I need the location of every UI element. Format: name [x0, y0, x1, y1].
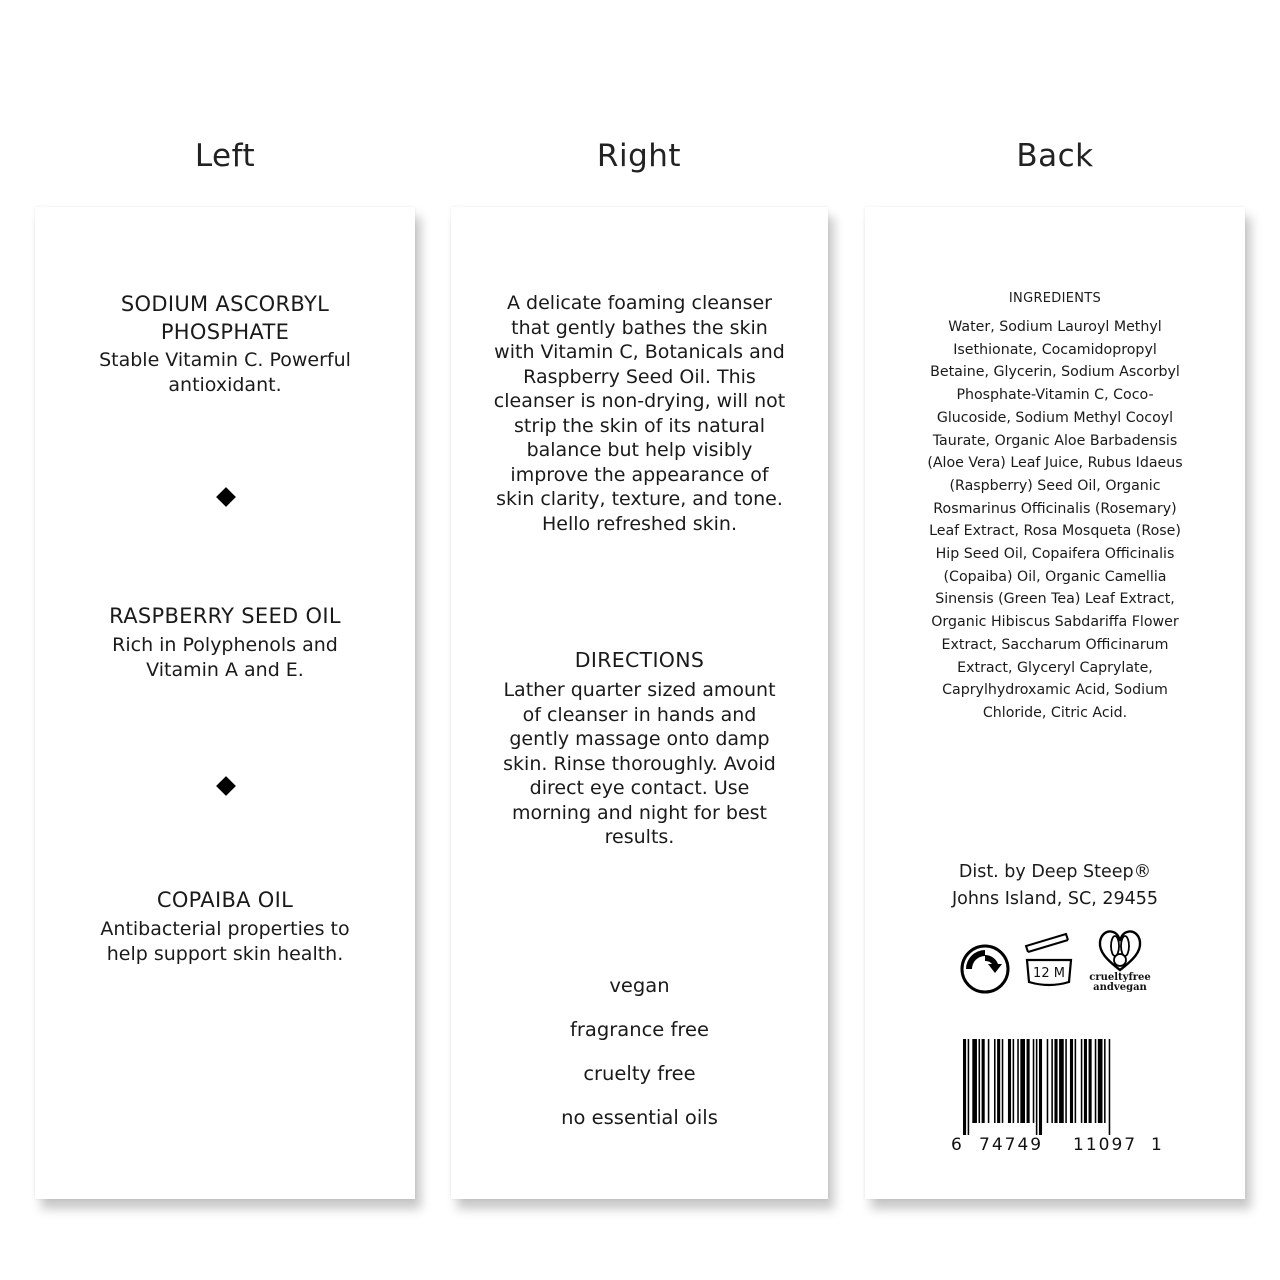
barcode-bar: [1013, 1039, 1015, 1123]
barcode-bar: [1002, 1039, 1004, 1123]
distributor-address: Johns Island, SC, 29455: [951, 889, 1159, 909]
barcode-bar: [982, 1039, 985, 1123]
right-panel-title: Right: [596, 138, 682, 174]
product-description: A delicate foaming cleanser that gently bathes the skin with Vitamin C, Botanicals and Raspberry Seed Oil. This cleanser is non-drying, will not strip the skin of its natural balance but help visibly improve the appearance of skin clarity, texture, and tone. Hello refreshed skin.: [493, 292, 786, 535]
barcode-bar: [1104, 1039, 1106, 1123]
left-panel: [35, 207, 415, 1199]
back-panel: [865, 207, 1245, 1199]
barcode-bar: [972, 1039, 977, 1123]
cruelty-free-text: [1084, 973, 1156, 993]
barcode-bar: [1059, 1039, 1064, 1123]
barcode-icon: [963, 1039, 1163, 1139]
section-body-sodium-ascorbyl: Stable Vitamin C. Powerful antioxidant.: [99, 349, 351, 396]
barcode-bar: [1098, 1039, 1103, 1123]
barcode-bar: [1039, 1039, 1042, 1135]
barcode-bar: [1036, 1039, 1038, 1135]
barcode-bar: [1065, 1039, 1067, 1123]
distributor-name: Dist. by Deep Steep®: [958, 862, 1152, 882]
claim-cruelty-free: cruelty free: [583, 1062, 696, 1085]
directions-heading: DIRECTIONS: [574, 648, 705, 672]
ingredients-heading: INGREDIENTS: [1008, 291, 1102, 306]
barcode-digits-right: 11097: [1073, 1135, 1138, 1155]
pao-label: 12 M: [1033, 966, 1065, 981]
left-panel-title: Left: [194, 138, 256, 174]
section-body-raspberry: Rich in Polyphenols and Vitamin A and E.: [112, 634, 338, 681]
barcode-bar: [997, 1039, 1000, 1123]
barcode-bars: [963, 1039, 1163, 1135]
barcode-bar: [1089, 1039, 1092, 1123]
barcode-bar: [1095, 1039, 1097, 1123]
claim-no-essential-oils: no essential oils: [561, 1106, 718, 1129]
barcode-digits-left: 74749: [979, 1135, 1044, 1155]
barcode-bar: [1081, 1039, 1083, 1123]
cruelty-free-line: crueltyfree: [1089, 972, 1151, 983]
barcode-bar: [968, 1039, 970, 1135]
barcode-bar: [1075, 1039, 1077, 1123]
green-dot-icon: [960, 944, 1010, 994]
claim-vegan: vegan: [609, 974, 670, 997]
barcode-bar: [963, 1039, 966, 1135]
diamond-divider: [216, 776, 236, 796]
pao-jar-icon: [1024, 932, 1074, 996]
directions-text: Lather quarter sized amount of cleanser in hands and gently massage onto damp skin. Rinse thoroughly. Avoid direct eye contact. Use morning and night for best results.: [503, 679, 776, 848]
section-body-copaiba: Antibacterial properties to help support skin health.: [100, 918, 350, 965]
back-panel-title: Back: [1016, 138, 1094, 174]
barcode-bar: [1033, 1039, 1035, 1123]
cruelty-free-bunny-icon: [1097, 928, 1143, 972]
barcode-bar: [1054, 1039, 1057, 1123]
barcode-bar: [1070, 1039, 1073, 1123]
barcode-bar: [1047, 1039, 1049, 1123]
barcode-digit-first: 6: [951, 1135, 962, 1155]
barcode-bar: [1109, 1039, 1111, 1135]
barcode-bar: [988, 1039, 990, 1123]
barcode-bar: [1027, 1039, 1030, 1123]
barcode-bar: [1017, 1039, 1019, 1123]
and-vegan-line: andvegan: [1093, 982, 1147, 993]
section-heading-sodium-ascorbyl: SODIUM ASCORBYL PHOSPHATE: [120, 292, 330, 344]
section-heading-copaiba: COPAIBA OIL: [156, 888, 294, 912]
barcode-bar: [1051, 1039, 1053, 1123]
right-panel: [451, 207, 828, 1199]
claims-list: [451, 964, 828, 1140]
barcode-bar: [1084, 1039, 1087, 1123]
ingredients-list: Water, Sodium Lauroyl Methyl Isethionate, Cocamidopropyl Betaine, Glycerin, Sodium Ascorbyl Phosphate-Vitamin C, Coco-Glucoside, Sodium Methyl Cocoyl Taurate, Organic Aloe Barbadensis (Aloe Vera) Leaf Juice, Rubus Idaeus (Raspberry) Seed Oil, Organic Rosmarinus Officinalis (Rosemary) Leaf Extract, Rosa Mosqueta (Rose) Hip Seed Oil, Copaifera Officinalis (Copaiba) Oil, Organic Camellia Sinensis (Green Tea) Leaf Extract, Organic Hibiscus Sabdariffa Flower Extract, Saccharum Officinarum Extract, Glyceryl Caprylate, Caprylhydroxamic Acid, Sodium Chloride, Citric Acid.: [927, 319, 1183, 721]
barcode-bar: [994, 1039, 996, 1123]
certification-icons: [960, 928, 1170, 1008]
diamond-divider: [216, 487, 236, 507]
barcode-digit-last: 1: [1151, 1135, 1162, 1155]
section-heading-raspberry: RASPBERRY SEED OIL: [109, 604, 341, 628]
barcode-bar: [1008, 1039, 1011, 1123]
barcode-bar: [1020, 1039, 1025, 1123]
claim-fragrance-free: fragrance free: [570, 1018, 709, 1041]
barcode-bar: [979, 1039, 981, 1123]
